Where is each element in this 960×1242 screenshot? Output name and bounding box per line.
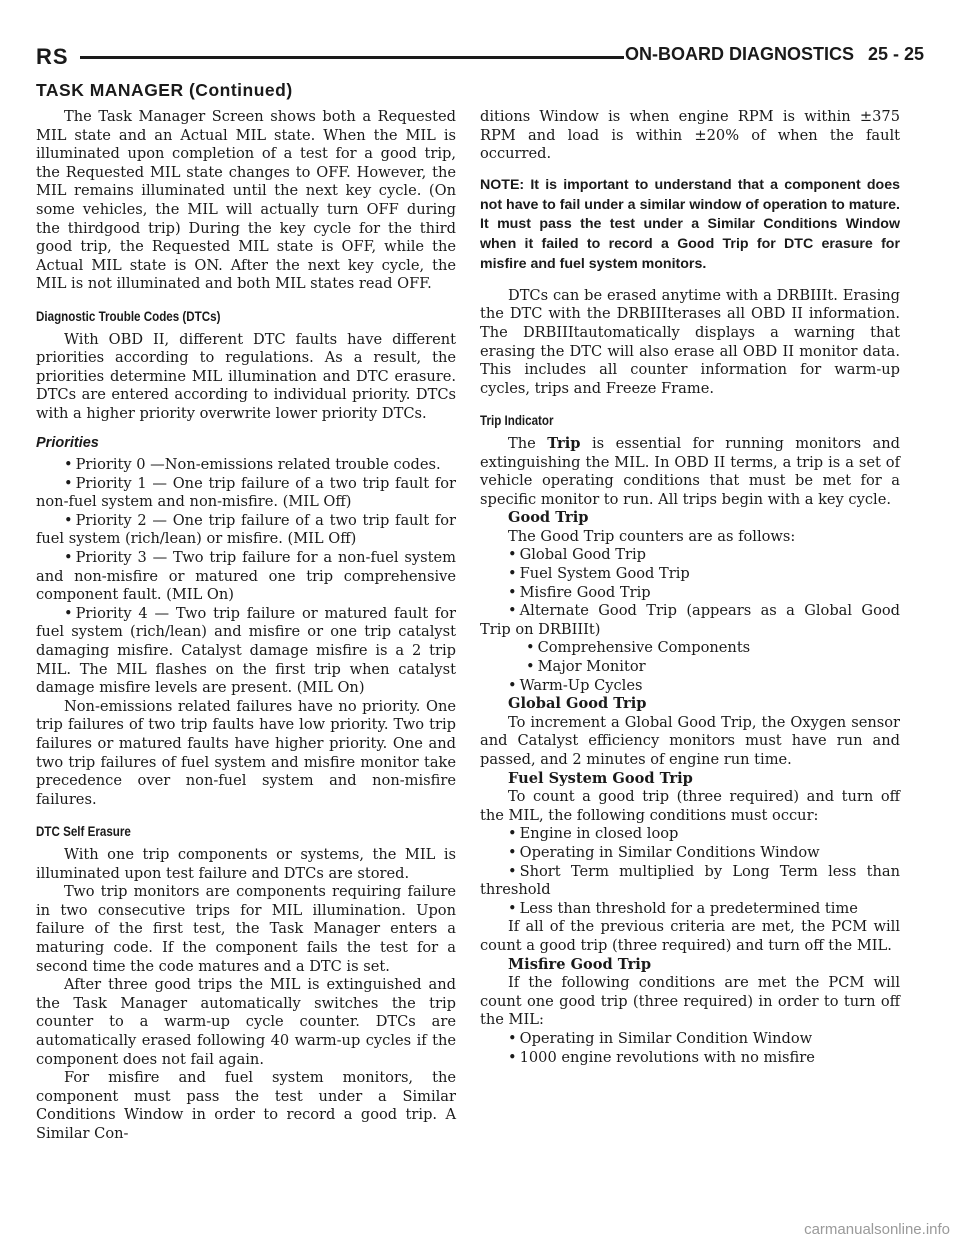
subheading-global-good-trip: Global Good Trip [508,695,647,713]
note-block: NOTE: It is important to understand that a component does not have to fail under a similar window of operation to mature. It must pass the test under a Similar Conditions Window when it failed to record a Good Trip for DTC erasure for misfire and fuel system monitors. [480,176,900,272]
list-item: • Warm-Up Cycles [480,677,900,696]
paragraph: DTCs can be erased anytime with a DRBIIIt. Erasing the DTC with the DRBIIIterases all OBD II information. The DRBIIItautomatically displays a warning that erasing the DTC will also erase all OBD II monitor data. This includes all counter information for warm-up cycles, trips and Freeze Frame. [480,286,900,397]
subheading-good-trip: Good Trip [508,509,589,527]
section-title: TASK MANAGER (Continued) [36,80,293,100]
paragraph: With OBD II, different DTC faults have different priorities according to regulations. As a result, the priorities determine MIL illumination and DTC erasure. DTCs are entered according to individual priority. DTCs with a higher priority overwrite lower priority DTCs. [36,330,456,422]
watermark-text: carmanualsonline.info [804,1221,950,1238]
trip-paragraph [480,435,900,509]
list-item: • 1000 engine revolutions with no misfire [480,1049,900,1068]
subheading-fuel-system-good-trip: Fuel System Good Trip [508,769,693,787]
paragraph: For misfire and fuel system monitors, the component must pass the test under a Similar Conditions Window in order to record a good trip. A Similar Con- [36,1069,456,1142]
priority-item: • Priority 4 — Two trip failure or matured fault for fuel system (rich/lean) and misfire or one trip catalyst damaging misfire. Catalyst damage misfire is a 2 trip MIL. The MIL flashes on the first trip when catalyst damage misfire levels are present. (MIL On) [36,605,456,698]
list-item: • Alternate Good Trip (appears as a Global Good Trip on DRBIIIt) [480,602,900,639]
list-item: • Global Good Trip [480,546,900,565]
left-column [36,108,456,1143]
list-subitem: • Major Monitor [480,658,900,677]
trip-term: Trip [547,434,581,452]
paragraph: The Good Trip counters are as follows: [508,527,796,545]
page-header [36,44,924,72]
list-item: • Fuel System Good Trip [480,565,900,584]
header-section-title: ON-BOARD DIAGNOSTICS [624,44,854,64]
paragraph: Non-emissions related failures have no priority. One trip failures of two trip faults have low priority. Two trip failures or matured faults have higher priority. One and two trip failures of fuel system and misfire monitor take precedence over non-fuel system and non-misfire failures. [36,697,456,808]
list-item: • Short Term multiplied by Long Term less than threshold [480,863,900,900]
priority-item: • Priority 0 —Non-emissions related trouble codes. [36,456,456,475]
heading-dtc-self-erasure: DTC Self Erasure [36,824,131,840]
header-section-page [625,44,924,65]
list-item: • Engine in closed loop [480,825,900,844]
list-item: • Operating in Similar Condition Window [480,1030,900,1049]
list-subitem: • Comprehensive Components [480,639,900,658]
trip-text-pre: The [508,434,536,452]
heading-priorities: Priorities [36,434,99,451]
paragraph: To count a good trip (three required) and turn off the MIL, the following conditions must occur: [480,788,900,824]
paragraph: After three good trips the MIL is extinguished and the Task Manager automatically switches the trip counter to a warm-up cycle counter. DTCs are automatically erased following 40 warm-up cycles if the component does not fail again. [36,976,456,1068]
paragraph: If the following conditions are met the PCM will count one good trip (three required) in order to turn off the MIL: [480,974,900,1029]
heading-dtcs: Diagnostic Trouble Codes (DTCs) [36,308,221,324]
paragraph: Two trip monitors are components requiring failure in two consecutive trips for MIL illumination. Upon failure of the first test, the Task Manager enters a maturing code. If the component fails the test for a second time the code matures and a DTC is set. [36,883,456,975]
paragraph: ditions Window is when engine RPM is within ±375 RPM and load is within ±20% of when the fault occurred. [480,108,900,163]
subheading-misfire-good-trip: Misfire Good Trip [508,955,652,973]
list-item: • Less than threshold for a predetermined time [480,900,900,919]
priority-item: • Priority 3 — Two trip failure for a non-fuel system and non-misfire or matured one trip comprehensive component fault. (MIL On) [36,549,456,605]
paragraph: With one trip components or systems, the MIL is illuminated upon test failure and DTCs are stored. [36,845,456,882]
heading-trip-indicator: Trip Indicator [480,413,554,429]
paragraph: The Task Manager Screen shows both a Requested MIL state and an Actual MIL state. When the MIL is illuminated upon completion of a test for a good trip, the Requested MIL state changes to OFF. However, the MIL remains illuminated until the next key cycle. (On some vehicles, the MIL will actually turn OFF during the thirdgood trip) During the key cycle for the third good trip, the Requested MIL state is OFF, while the Actual MIL state is ON. After the next key cycle, the MIL is not illuminated and both MIL states read OFF. [36,108,456,293]
list-item: • Operating in Similar Conditions Window [480,844,900,863]
trip-text-post: is essential for running monitors and extinguishing the MIL. In OBD II terms, a trip is a set of vehicle operating conditions that must be met for a specific monitor to run. All trips begin with a key cycle. [480,434,900,508]
paragraph: If all of the previous criteria are met, the PCM will count a good trip (three required) and turn off the MIL. [480,918,900,954]
paragraph: To increment a Global Good Trip, the Oxygen sensor and Catalyst efficiency monitors must have run and passed, and 2 minutes of engine run time. [480,713,900,769]
header-page-number: 25 - 25 [867,44,924,64]
priority-item: • Priority 1 — One trip failure of a two trip fault for non-fuel system and non-misfire. (MIL Off) [36,475,456,512]
list-item: • Misfire Good Trip [480,584,900,603]
right-column [480,108,900,1067]
priority-item: • Priority 2 — One trip failure of a two trip fault for fuel system (rich/lean) or misfire. (MIL Off) [36,512,456,549]
header-left-code: RS [36,44,69,69]
header-rule [80,56,624,59]
